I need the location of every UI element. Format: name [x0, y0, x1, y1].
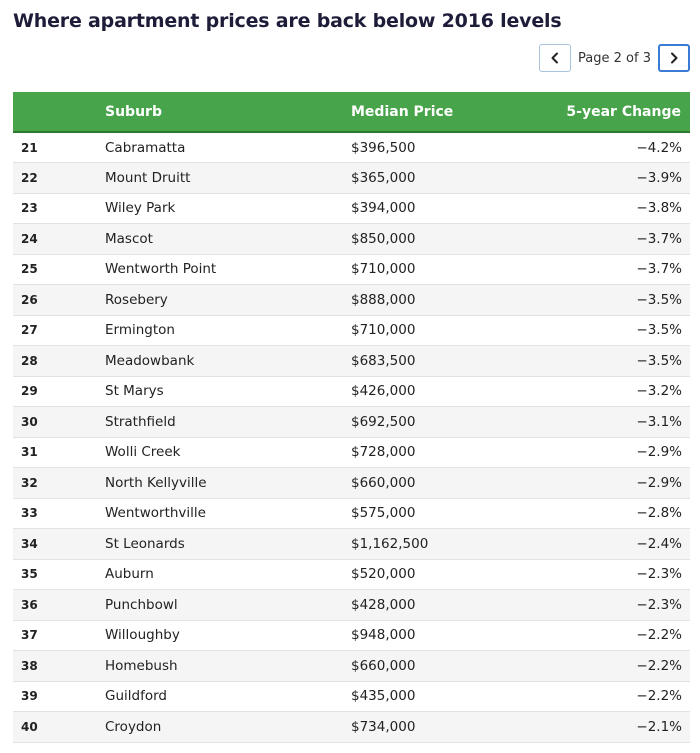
row-median-price: $710,000: [351, 315, 531, 346]
row-5-year-change: −2.4%: [531, 529, 690, 560]
row-5-year-change: −3.9%: [531, 163, 690, 194]
row-median-price: $692,500: [351, 407, 531, 438]
page-title: Where apartment prices are back below 2016 levels: [13, 10, 562, 32]
row-5-year-change: −2.3%: [531, 559, 690, 590]
row-rank: 38: [13, 651, 105, 682]
row-suburb: Wentworth Point: [105, 254, 351, 285]
row-suburb: Strathfield: [105, 407, 351, 438]
row-median-price: $520,000: [351, 559, 531, 590]
table-row: [13, 346, 690, 377]
row-rank: 28: [13, 346, 105, 377]
row-5-year-change: −3.8%: [531, 193, 690, 224]
row-rank: 33: [13, 498, 105, 529]
table-row: [13, 468, 690, 499]
table-body: [13, 132, 690, 742]
row-suburb: Wolli Creek: [105, 437, 351, 468]
table-row: [13, 529, 690, 560]
row-rank: 26: [13, 285, 105, 316]
row-suburb: North Kellyville: [105, 468, 351, 499]
chevron-right-icon: [669, 52, 679, 64]
header-rank[interactable]: [13, 92, 105, 132]
row-5-year-change: −2.9%: [531, 468, 690, 499]
row-suburb: Auburn: [105, 559, 351, 590]
row-5-year-change: −3.5%: [531, 346, 690, 377]
row-rank: 31: [13, 437, 105, 468]
header-suburb[interactable]: Suburb: [105, 103, 162, 120]
row-5-year-change: −2.8%: [531, 498, 690, 529]
table-row: [13, 376, 690, 407]
row-rank: 24: [13, 224, 105, 255]
row-5-year-change: −2.3%: [531, 590, 690, 621]
row-median-price: $435,000: [351, 681, 531, 712]
table-row: [13, 193, 690, 224]
row-median-price: $948,000: [351, 620, 531, 651]
row-5-year-change: −2.2%: [531, 620, 690, 651]
row-suburb: Willoughby: [105, 620, 351, 651]
header-median-price[interactable]: Median Price: [351, 103, 454, 120]
table-row: [13, 132, 690, 163]
table-header-row: [13, 92, 690, 132]
row-5-year-change: −3.5%: [531, 315, 690, 346]
row-suburb: Rosebery: [105, 285, 351, 316]
row-suburb: Wiley Park: [105, 193, 351, 224]
row-5-year-change: −3.2%: [531, 376, 690, 407]
row-median-price: $710,000: [351, 254, 531, 285]
row-median-price: $888,000: [351, 285, 531, 316]
row-rank: 23: [13, 193, 105, 224]
header-5-year-change[interactable]: 5-year Change: [566, 103, 681, 120]
row-suburb: St Marys: [105, 376, 351, 407]
row-5-year-change: −3.7%: [531, 254, 690, 285]
row-median-price: $428,000: [351, 590, 531, 621]
row-5-year-change: −3.1%: [531, 407, 690, 438]
row-5-year-change: −3.7%: [531, 224, 690, 255]
row-suburb: Punchbowl: [105, 590, 351, 621]
table-row: [13, 712, 690, 743]
row-median-price: $396,500: [351, 132, 531, 163]
row-5-year-change: −2.2%: [531, 651, 690, 682]
row-5-year-change: −2.9%: [531, 437, 690, 468]
table-row: [13, 559, 690, 590]
table-row: [13, 285, 690, 316]
page-indicator: Page 2 of 3: [578, 50, 651, 66]
table-row: [13, 651, 690, 682]
row-5-year-change: −2.2%: [531, 681, 690, 712]
row-rank: 30: [13, 407, 105, 438]
row-suburb: Homebush: [105, 651, 351, 682]
table-row: [13, 224, 690, 255]
row-median-price: $660,000: [351, 468, 531, 499]
row-rank: 40: [13, 712, 105, 743]
row-median-price: $1,162,500: [351, 529, 531, 560]
table-row: [13, 254, 690, 285]
row-median-price: $734,000: [351, 712, 531, 743]
row-median-price: $660,000: [351, 651, 531, 682]
row-suburb: Wentworthville: [105, 498, 351, 529]
row-rank: 37: [13, 620, 105, 651]
prev-page-button[interactable]: [539, 44, 571, 72]
row-median-price: $850,000: [351, 224, 531, 255]
row-suburb: Guildford: [105, 681, 351, 712]
row-rank: 21: [13, 132, 105, 163]
row-median-price: $728,000: [351, 437, 531, 468]
table-row: [13, 681, 690, 712]
row-rank: 35: [13, 559, 105, 590]
chevron-left-icon: [550, 52, 560, 64]
row-rank: 32: [13, 468, 105, 499]
table-row: [13, 407, 690, 438]
table-row: [13, 315, 690, 346]
row-median-price: $426,000: [351, 376, 531, 407]
row-5-year-change: −2.1%: [531, 712, 690, 743]
next-page-button[interactable]: [658, 44, 690, 72]
row-rank: 22: [13, 163, 105, 194]
row-median-price: $575,000: [351, 498, 531, 529]
row-suburb: Meadowbank: [105, 346, 351, 377]
pagination: [539, 44, 690, 72]
row-suburb: Cabramatta: [105, 132, 351, 163]
row-median-price: $683,500: [351, 346, 531, 377]
row-median-price: $365,000: [351, 163, 531, 194]
table-row: [13, 498, 690, 529]
row-rank: 39: [13, 681, 105, 712]
row-suburb: Ermington: [105, 315, 351, 346]
row-median-price: $394,000: [351, 193, 531, 224]
table-row: [13, 620, 690, 651]
row-5-year-change: −4.2%: [531, 132, 690, 163]
row-rank: 34: [13, 529, 105, 560]
price-table: [13, 92, 690, 743]
row-suburb: Croydon: [105, 712, 351, 743]
row-suburb: St Leonards: [105, 529, 351, 560]
table-row: [13, 590, 690, 621]
row-rank: 25: [13, 254, 105, 285]
row-suburb: Mount Druitt: [105, 163, 351, 194]
row-suburb: Mascot: [105, 224, 351, 255]
row-rank: 36: [13, 590, 105, 621]
table-row: [13, 437, 690, 468]
row-rank: 29: [13, 376, 105, 407]
row-5-year-change: −3.5%: [531, 285, 690, 316]
row-rank: 27: [13, 315, 105, 346]
table-row: [13, 163, 690, 194]
